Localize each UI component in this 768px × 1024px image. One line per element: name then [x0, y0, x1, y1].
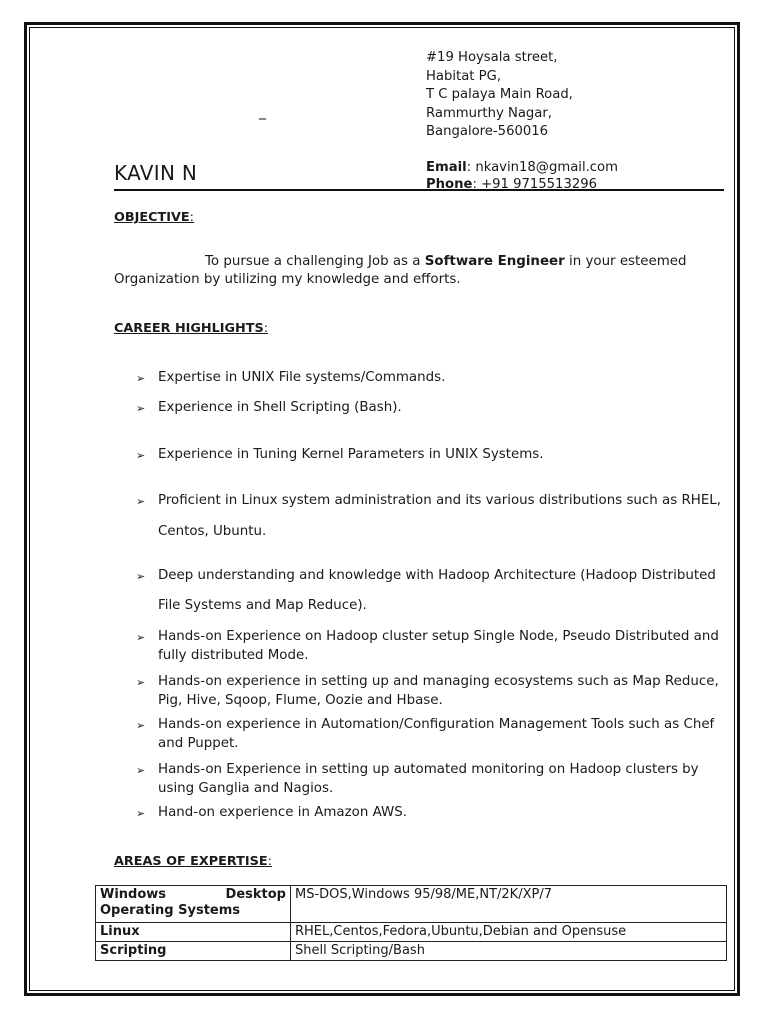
table-row — [96, 886, 727, 923]
table-key-text: Windows — [100, 887, 167, 902]
table-key-cell: Scripting — [96, 942, 291, 961]
phone-value: : +91 9715513296 — [472, 177, 598, 189]
bullet-arrow-icon: ➢ — [136, 719, 146, 732]
objective-text-line2: Organization by utilizing my knowledge and efforts. — [114, 272, 461, 287]
table-value-cell: Shell Scripting/Bash — [291, 942, 727, 961]
career-highlight-text: Proficient in Linux system administration and its various distributions such as RHEL, — [158, 493, 722, 508]
career-highlight-text: Hands-on experience in setting up and managing ecosystems such as Map Reduce, — [158, 674, 719, 689]
career-highlight-text: and Puppet. — [158, 736, 239, 751]
bullet-arrow-icon: ➢ — [136, 570, 146, 583]
table-value-cell: MS-DOS,Windows 95/98/ME,NT/2K/XP/7 — [291, 886, 727, 923]
career-highlight-text: Deep understanding and knowledge with Hadoop Architecture (Hadoop Distributed — [158, 568, 716, 583]
career-highlight-text: Hands-on Experience on Hadoop cluster setup Single Node, Pseudo Distributed and — [158, 629, 719, 644]
address-line: #19 Hoysala street, — [426, 50, 558, 65]
career-highlight-text: Experience in Tuning Kernel Parameters in UNIX Systems. — [158, 447, 544, 462]
candidate-name: KAVIN N — [114, 161, 198, 185]
bullet-arrow-icon: ➢ — [136, 676, 146, 689]
career-highlight-text: Hands-on Experience in setting up automated monitoring on Hadoop clusters by — [158, 762, 699, 777]
career-heading-text: CAREER HIGHLIGHTS — [114, 321, 264, 336]
objective-text-line1 — [205, 254, 687, 269]
career-highlight-text: Experience in Shell Scripting (Bash). — [158, 400, 402, 415]
objective-heading-text: OBJECTIVE — [114, 210, 190, 225]
phone-line — [426, 177, 597, 189]
career-heading-colon: : — [263, 321, 269, 336]
career-highlight-text: using Ganglia and Nagios. — [158, 781, 334, 796]
career-highlight-text: Centos, Ubuntu. — [158, 524, 267, 539]
objective-role: Software Engineer — [424, 254, 565, 269]
bullet-arrow-icon: ➢ — [136, 372, 146, 385]
dash-mark: _ — [259, 104, 266, 120]
expertise-heading-text: AREAS OF EXPERTISE — [114, 854, 268, 869]
address-line: Habitat PG, — [426, 68, 502, 84]
table-key-cell — [96, 886, 291, 923]
table-row — [96, 942, 727, 961]
bullet-arrow-icon: ➢ — [136, 764, 146, 777]
address-line: T C palaya Main Road, — [426, 87, 573, 102]
bullet-arrow-icon: ➢ — [136, 495, 146, 508]
address-line: Bangalore-560016 — [426, 124, 549, 139]
career-heading — [114, 317, 268, 336]
career-highlight-text: Expertise in UNIX File systems/Commands. — [158, 370, 446, 385]
career-highlight-text: Hands-on experience in Automation/Configuration Management Tools such as Chef — [158, 717, 715, 732]
bullet-arrow-icon: ➢ — [136, 807, 146, 820]
bullet-arrow-icon: ➢ — [136, 402, 146, 415]
expertise-table — [95, 885, 727, 961]
career-highlight-text: Pig, Hive, Sqoop, Flume, Oozie and Hbase. — [158, 693, 443, 708]
table-key-text: Desktop — [225, 887, 286, 902]
expertise-heading — [114, 850, 272, 869]
address-block — [426, 49, 573, 142]
header-divider — [114, 189, 724, 191]
expertise-heading-colon: : — [267, 854, 272, 869]
career-highlight-text: fully distributed Mode. — [158, 648, 309, 663]
email-value: : nkavin18@gmail.com — [466, 160, 618, 175]
table-key-cell: Linux — [96, 923, 291, 942]
table-key-text: Operating Systems — [100, 903, 241, 918]
bullet-arrow-icon: ➢ — [136, 449, 146, 462]
table-row — [96, 923, 727, 942]
objective-heading-colon: : — [189, 210, 194, 225]
email-line — [426, 160, 618, 175]
phone-label: Phone — [426, 177, 473, 189]
objective-heading — [114, 206, 194, 225]
bullet-arrow-icon: ➢ — [136, 631, 146, 644]
table-value-cell: RHEL,Centos,Fedora,Ubuntu,Debian and Opensuse — [291, 923, 727, 942]
objective-text-before: To pursue a challenging Job as a — [205, 254, 425, 269]
career-highlight-text: Hand-on experience in Amazon AWS. — [158, 805, 408, 820]
career-highlight-text: File Systems and Map Reduce). — [158, 598, 367, 613]
objective-text-after: in your esteemed — [564, 254, 687, 269]
email-label: Email — [426, 160, 467, 175]
address-line: Rammurthy Nagar, — [426, 105, 552, 121]
